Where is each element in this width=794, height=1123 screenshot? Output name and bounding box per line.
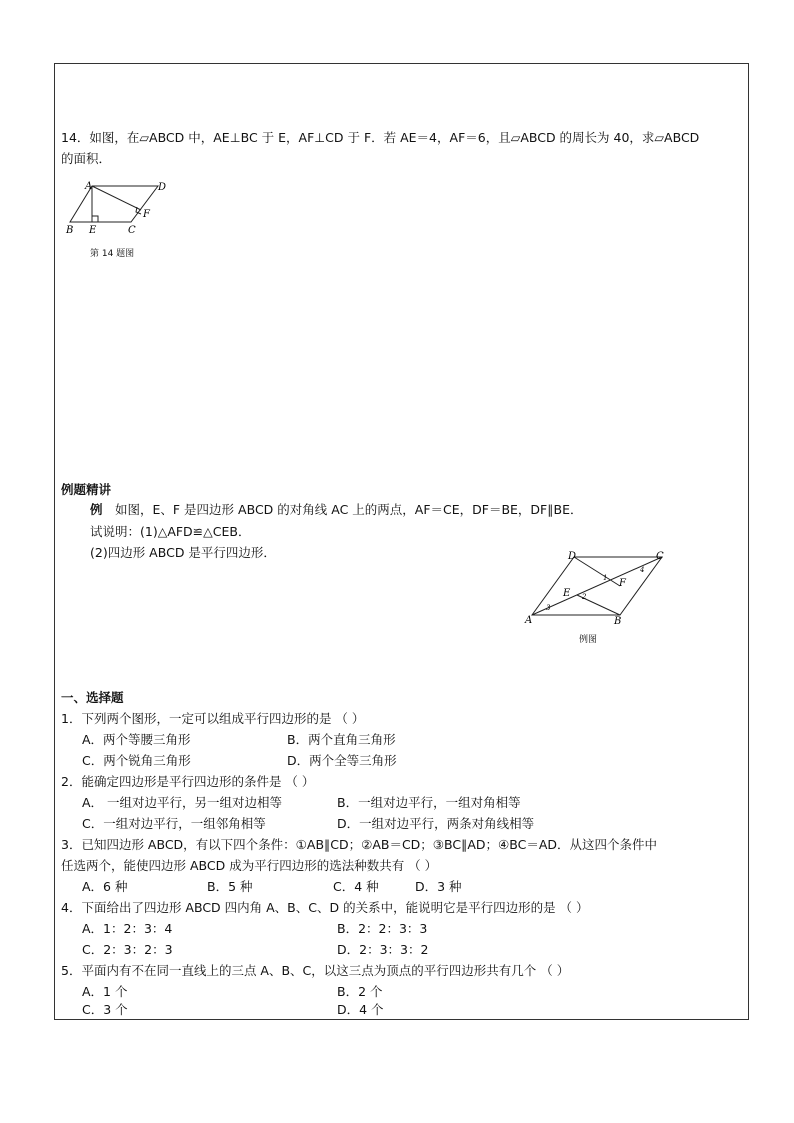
q4-option-c: C．2：3：2：3 <box>82 942 173 957</box>
angle-label-3: 3 <box>546 604 551 612</box>
q5-option-d: D．4 个 <box>337 1002 384 1017</box>
example-part1: 试说明：(1)△AFD≌△CEB． <box>90 524 251 539</box>
q1-option-d: D．两个全等三角形 <box>287 753 397 768</box>
label-e: E <box>563 588 571 599</box>
example-tag: 例 <box>90 502 103 517</box>
q3-stem-line2: 任选两个，能使四边形 ABCD 成为平行四边形的选法种数共有 （ ） <box>61 858 438 873</box>
q4-option-a: A．1：2：3：4 <box>82 921 173 936</box>
right-angle-mark-e <box>92 216 98 222</box>
label-d: D <box>158 182 167 193</box>
q2-option-c: C．一组对边平行，一组邻角相等 <box>82 816 266 831</box>
example-part2: (2)四边形 ABCD 是平行四边形． <box>90 545 276 560</box>
angle-label-2: 2 <box>582 593 587 601</box>
segment-af <box>92 186 141 210</box>
section-heading: 一、选择题 <box>61 690 124 705</box>
q3-option-b: B．5 种 <box>207 879 253 894</box>
q2-option-b: B．一组对边平行，一组对角相等 <box>337 795 521 810</box>
q5-option-b: B．2 个 <box>337 984 383 999</box>
example-figure-caption: 例图 <box>579 635 598 645</box>
q1-stem: 1．下列两个图形，一定可以组成平行四边形的是 （ ） <box>61 711 365 726</box>
label-c: C <box>656 551 664 562</box>
angle-label-1: 1 <box>603 574 608 582</box>
label-f: F <box>143 209 150 220</box>
label-b: B <box>614 616 622 627</box>
angle-label-4: 4 <box>640 566 645 574</box>
q2-stem: 2．能确定四边形是平行四边形的条件是 （ ） <box>61 774 315 789</box>
q1-option-a: A．两个等腰三角形 <box>82 732 191 747</box>
q2-option-d: D．一组对边平行，两条对角线相等 <box>337 816 535 831</box>
label-d: D <box>568 551 577 562</box>
q5-option-c: C．3 个 <box>82 1002 128 1017</box>
label-c: C <box>128 225 136 236</box>
example-heading: 例题精讲 <box>61 482 112 497</box>
q3-stem-line1: 3．已知四边形 ABCD，有以下四个条件：①AB∥CD；②AB＝CD；③BC∥AD；④BC＝AD．从这四个条件中 <box>61 837 657 852</box>
q4-stem: 4．下面给出了四边形 ABCD 四内角 A、B、C、D 的关系中，能说明它是平行四边形的是 （ ） <box>61 900 589 915</box>
label-e: E <box>89 225 97 236</box>
q1-option-b: B．两个直角三角形 <box>287 732 396 747</box>
label-a: A <box>525 615 533 626</box>
q5-option-a: A．1 个 <box>82 984 128 999</box>
example-figure <box>522 548 674 628</box>
label-b: B <box>66 225 74 236</box>
q4-option-d: D．2：3：3：2 <box>337 942 429 957</box>
q3-option-d: D．3 种 <box>415 879 462 894</box>
label-a: A <box>85 181 93 192</box>
example-statement: 如图，E、F 是四边形 ABCD 的对角线 AC 上的两点，AF＝CE，DF＝BE，DF∥BE． <box>115 502 583 517</box>
q2-option-a: A． 一组对边平行，另一组对边相等 <box>82 795 283 810</box>
q4-option-b: B．2：2：3：3 <box>337 921 428 936</box>
q1-option-c: C．两个锐角三角形 <box>82 753 191 768</box>
q14-figure <box>62 178 172 240</box>
q14-text-line1: 14．如图，在▱ABCD 中，AE⊥BC 于 E，AF⊥CD 于 F．若 AE＝4，AF＝6，且▱ABCD 的周长为 40，求▱ABCD <box>61 130 700 145</box>
q14-text-line2: 的面积． <box>61 151 112 166</box>
q3-option-a: A．6 种 <box>82 879 128 894</box>
q3-option-c: C．4 种 <box>333 879 379 894</box>
q14-figure-caption: 第 14 题图 <box>90 249 135 259</box>
segment-df <box>574 557 620 586</box>
q5-stem: 5．平面内有不在同一直线上的三点 A、B、C，以这三点为顶点的平行四边形共有几个 （ ） <box>61 963 570 978</box>
label-f: F <box>619 578 626 589</box>
